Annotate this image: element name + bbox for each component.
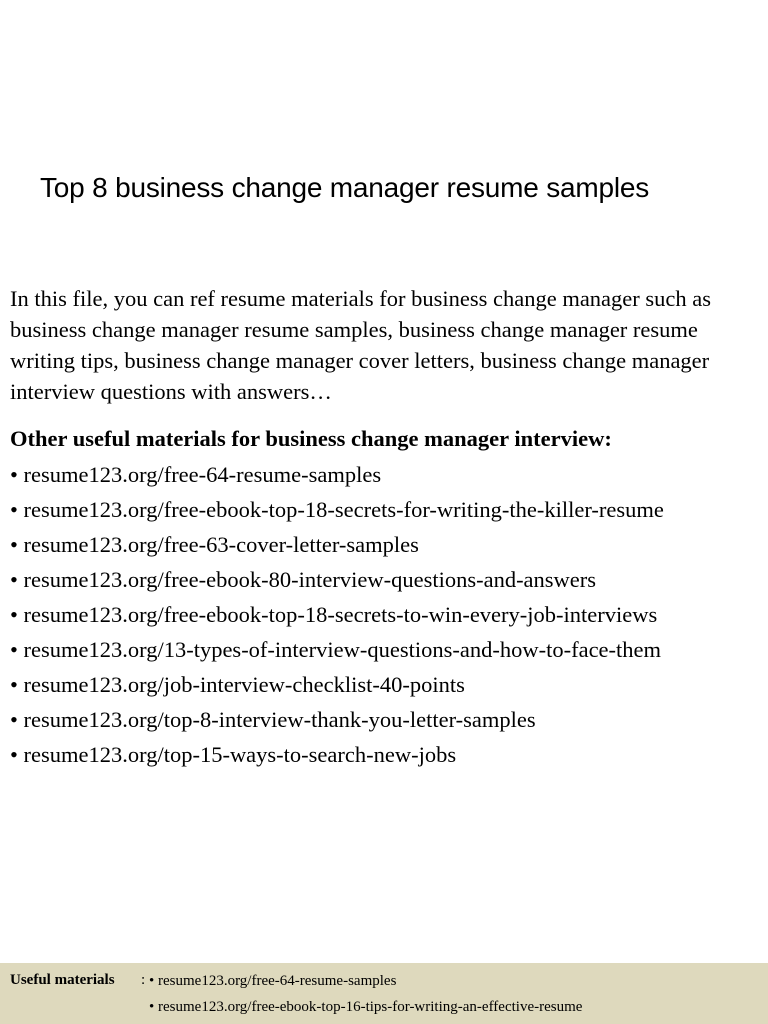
list-item (10, 737, 664, 772)
bullet: • (10, 602, 18, 627)
intro-paragraph: In this file, you can ref resume materials for business change manager such as business change manager resume samples, business change manager resume writing tips, business change manager cover letters, business change manager interview questions with answers… (10, 286, 712, 404)
footer-label: Useful materials (10, 972, 115, 988)
bullet: • (149, 973, 155, 989)
page-title: Top 8 business change manager resume samples (40, 172, 650, 203)
bullet: • (10, 672, 18, 697)
resource-link[interactable]: resume123.org/top-15-ways-to-search-new-jobs (23, 742, 457, 767)
footer-bar (0, 963, 768, 1024)
resource-link[interactable]: resume123.org/job-interview-checklist-40-points (23, 672, 465, 697)
list-item (10, 457, 664, 492)
footer-link[interactable]: resume123.org/free-ebook-top-16-tips-for-writing-an-effective-resume (158, 999, 583, 1015)
list-item (10, 667, 664, 702)
list-item (10, 562, 664, 597)
footer-item (149, 998, 582, 1024)
list-item (10, 702, 664, 737)
list-item (10, 632, 664, 667)
bullet: • (10, 532, 18, 557)
bullet: • (10, 567, 18, 592)
resource-link[interactable]: resume123.org/13-types-of-interview-questions-and-how-to-face-them (23, 637, 662, 662)
list-item (10, 597, 664, 632)
bullet: • (10, 637, 18, 662)
resource-link[interactable]: resume123.org/free-ebook-top-18-secrets-for-writing-the-killer-resume (23, 497, 664, 522)
resource-link[interactable]: resume123.org/free-ebook-top-18-secrets-to-win-every-job-interviews (23, 602, 658, 627)
list-item (10, 492, 664, 527)
footer-item (149, 972, 582, 998)
footer-list (149, 972, 582, 1024)
bullet: • (10, 707, 18, 732)
resource-link[interactable]: resume123.org/top-8-interview-thank-you-letter-samples (23, 707, 536, 732)
materials-heading: Other useful materials for business change manager interview: (10, 426, 612, 451)
resource-link[interactable]: resume123.org/free-ebook-80-interview-questions-and-answers (23, 567, 597, 592)
resource-link[interactable]: resume123.org/free-63-cover-letter-samples (23, 532, 419, 557)
footer-colon: : (141, 972, 146, 988)
resource-link[interactable]: resume123.org/free-64-resume-samples (23, 462, 382, 487)
materials-list (10, 457, 664, 772)
list-item (10, 527, 664, 562)
bullet: • (10, 462, 18, 487)
bullet: • (10, 497, 18, 522)
bullet: • (149, 999, 155, 1015)
bullet: • (10, 742, 18, 767)
footer-link[interactable]: resume123.org/free-64-resume-samples (158, 973, 397, 989)
